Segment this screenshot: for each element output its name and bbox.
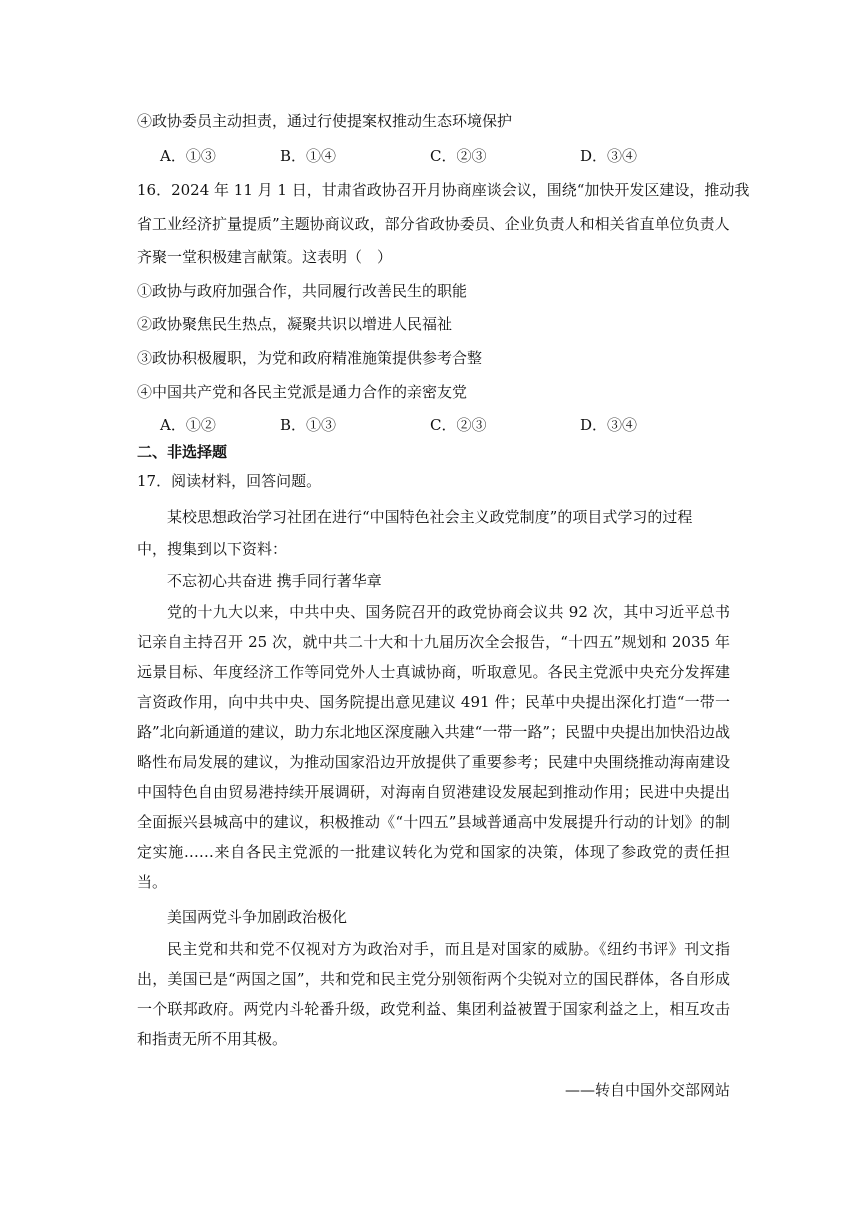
q17-stem: 17．阅读材料，回答问题。	[137, 472, 322, 490]
material-2-body-block	[137, 934, 730, 1054]
q16-stem-line-2: 省工业经济扩量提质”主题协商议政，部分省政协委员、企业负责人和相关省直单位负责人	[137, 215, 730, 233]
q15-option-a: A．①③	[160, 147, 216, 165]
q15-option-d: D．③④	[580, 147, 638, 165]
q16-statement-2: ②政协聚焦民生热点，凝聚共识以增进人民福祉	[137, 315, 453, 333]
q16-stem-line-3: 齐聚一堂积极建言献策。这表明（ ）	[137, 248, 393, 266]
section-heading: 二、非选择题	[137, 443, 228, 461]
q16-option-d: D．③④	[580, 416, 638, 434]
q15-option-b: B．①④	[280, 147, 337, 165]
q16-statement-1: ①政协与政府加强合作，共同履行改善民生的职能	[137, 282, 468, 300]
material-2-title: 美国两党斗争加剧政治极化	[167, 908, 348, 926]
material-1-body-block	[137, 597, 730, 897]
q17-intro-line-2: 中，搜集到以下资料：	[137, 540, 288, 558]
q16-option-a: A．①②	[160, 416, 216, 434]
q15-option-c: C．②③	[430, 147, 487, 165]
q16-statement-4: ④中国共产党和各民主党派是通力合作的亲密友党	[137, 383, 468, 401]
q16-option-b: B．①③	[280, 416, 337, 434]
q16-option-c: C．②③	[430, 416, 487, 434]
material-1-body: 党的十九大以来，中共中央、国务院召开的政党协商会议共 92 次，其中习近平总书记亲自主持召开 25 次，就中共二十大和十九届历次全会报告，“十四五”规划和 2035 年远景目标、年度经济工作等同党外人士真诚协商，听取意见。各民主党派中央充分发挥建言资政作用，向中共中央、国务院提出意见建议 491 件；民革中央提出深化打造“一带一路”北向新通道的建议，助力东北地区深度融入共建“一带一路”；民盟中央提出加快沿边战略性布局发展的建议，为推动国家沿边开放提供了重要参考；民建中央围绕推动海南建设中国特色自由贸易港持续开展调研，对海南自贸港建设发展起到推动作用；民进中央提出全面振兴县城高中的建议，积极推动《“十四五”县域普通高中发展提升行动的计划》的制定实施……来自各民主党派的一批建议转化为党和国家的决策，体现了参政党的责任担当。	[137, 603, 731, 891]
material-1-title: 不忘初心共奋进 携手同行著华章	[167, 572, 382, 590]
material-2-body: 民主党和共和党不仅视对方为政治对手，而且是对国家的威胁。《纽约书评》刊文指出，美国已是“两国之国”，共和党和民主党分别领衔两个尖锐对立的国民群体，各自形成一个联邦政府。两党内斗轮番升级，政党利益、集团利益被置于国家利益之上，相互攻击和指责无所不用其极。	[137, 940, 730, 1048]
q16-statement-3: ③政协积极履职，为党和政府精准施策提供参考合整	[137, 349, 483, 367]
q16-stem-line-1: 16．2024 年 11 月 1 日，甘肃省政协召开月协商座谈会议，围绕“加快开发区建设，推动我	[137, 181, 750, 199]
q15-statement-4: ④政协委员主动担责，通过行使提案权推动生态环境保护	[137, 112, 513, 130]
material-source: ——转自中国外交部网站	[564, 1081, 730, 1099]
q17-intro-line-1: 某校思想政治学习社团在进行“中国特色社会主义政党制度”的项目式学习的过程	[167, 508, 693, 526]
